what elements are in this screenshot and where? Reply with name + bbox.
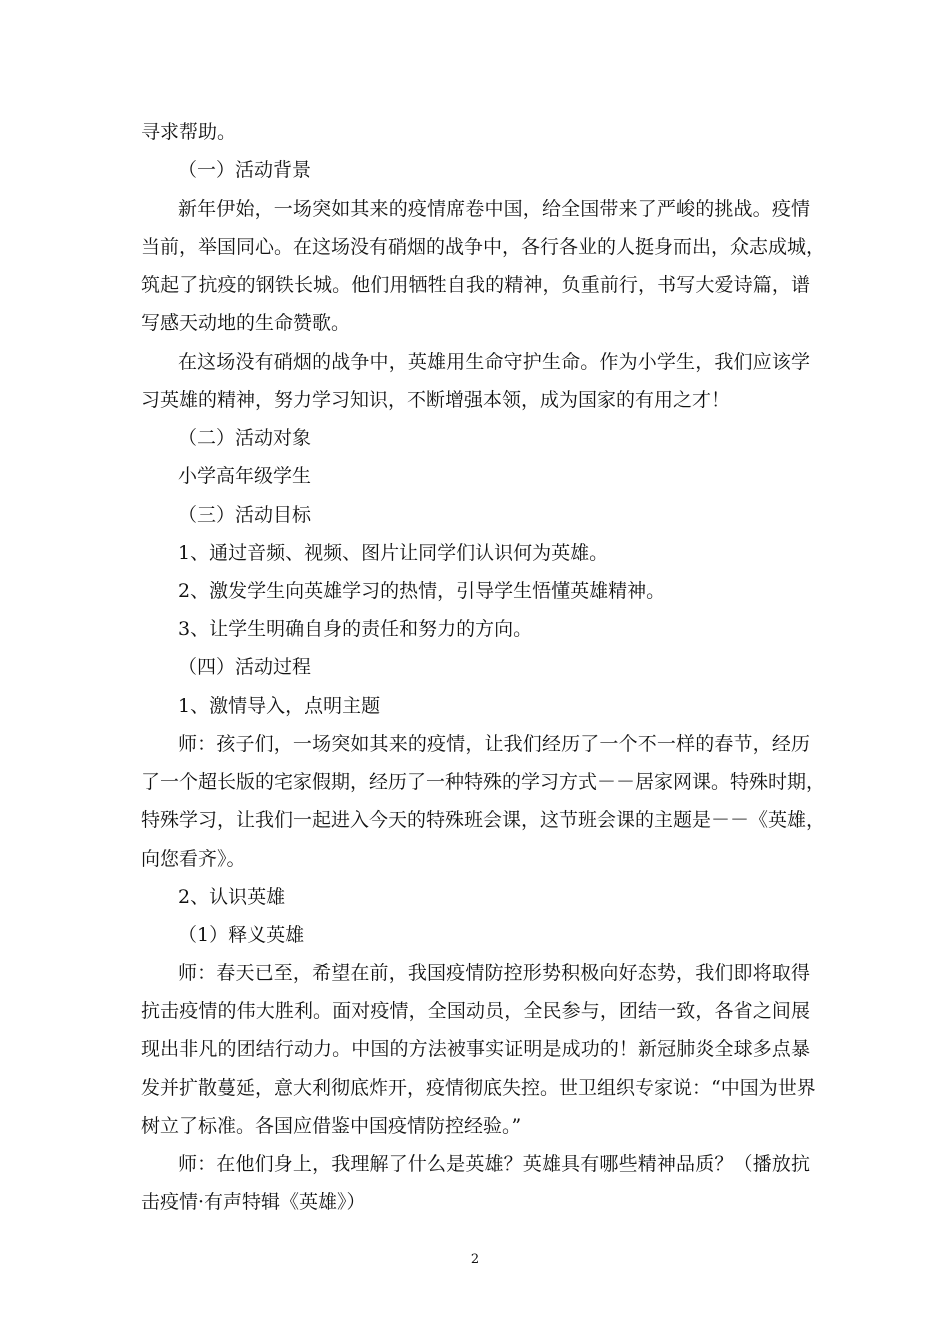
text-line: 发并扩散蔓延，意大利彻底炸开，疫情彻底失控。世卫组织专家说：“中国为世界 (141, 1077, 816, 1099)
text-line: 当前，举国同心。在这场没有硝烟的战争中，各行各业的人挺身而出，众志成城， (141, 236, 826, 258)
list-item: 2、激发学生向英雄学习的热情，引导学生悟懂英雄精神。 (178, 580, 666, 602)
text-line: 击疫情·有声特辑《英雄》） (141, 1191, 366, 1213)
section-heading: （一）活动背景 (178, 159, 312, 181)
text-line: 师：在他们身上，我理解了什么是英雄？英雄具有哪些精神品质？（播放抗 (178, 1153, 810, 1175)
text-line: 筑起了抗疫的钢铁长城。他们用牺牲自我的精神，负重前行，书写大爱诗篇，谱 (141, 274, 810, 296)
section-heading: （四）活动过程 (178, 656, 312, 678)
text-line: 习英雄的精神，努力学习知识，不断增强本领，成为国家的有用之才！ (141, 389, 731, 411)
section-heading: （三）活动目标 (178, 504, 312, 526)
text-line: 了一个超长版的宅家假期，经历了一种特殊的学习方式－－居家网课。特殊时期， (141, 771, 826, 793)
text-line: 师：孩子们，一场突如其来的疫情，让我们经历了一个不一样的春节，经历 (178, 733, 810, 755)
text-line: 小学高年级学生 (178, 465, 312, 487)
page-number: 2 (470, 1252, 480, 1267)
text-line: 特殊学习，让我们一起进入今天的特殊班会课，这节班会课的主题是－－《英雄， (141, 809, 826, 831)
section-heading: （二）活动对象 (178, 427, 312, 449)
text-line: 师：春天已至，希望在前，我国疫情防控形势积极向好态势，我们即将取得 (178, 962, 810, 984)
subsection-heading: （1）释义英雄 (178, 924, 305, 946)
text-line: 现出非凡的团结行动力。中国的方法被事实证明是成功的！新冠肺炎全球多点暴 (141, 1038, 810, 1060)
text-line: 抗击疫情的伟大胜利。面对疫情，全国动员，全民参与，团结一致，各省之间展 (141, 1000, 810, 1022)
text-line: 新年伊始，一场突如其来的疫情席卷中国，给全国带来了严峻的挑战。疫情 (178, 198, 810, 220)
list-item: 1、通过音频、视频、图片让同学们认识何为英雄。 (178, 542, 609, 564)
text-line: 向您看齐》。 (141, 848, 246, 870)
text-line: 写感天动地的生命赞歌。 (141, 312, 351, 334)
text-line: 寻求帮助。 (141, 121, 237, 143)
list-item: 3、让学生明确自身的责任和努力的方向。 (178, 618, 533, 640)
text-line: 树立了标准。各国应借鉴中国疫情防控经验。” (141, 1115, 522, 1137)
text-line: 在这场没有硝烟的战争中，英雄用生命守护生命。作为小学生，我们应该学 (178, 351, 810, 373)
subsection-heading: 1、激情导入，点明主题 (178, 695, 381, 717)
subsection-heading: 2、认识英雄 (178, 886, 286, 908)
